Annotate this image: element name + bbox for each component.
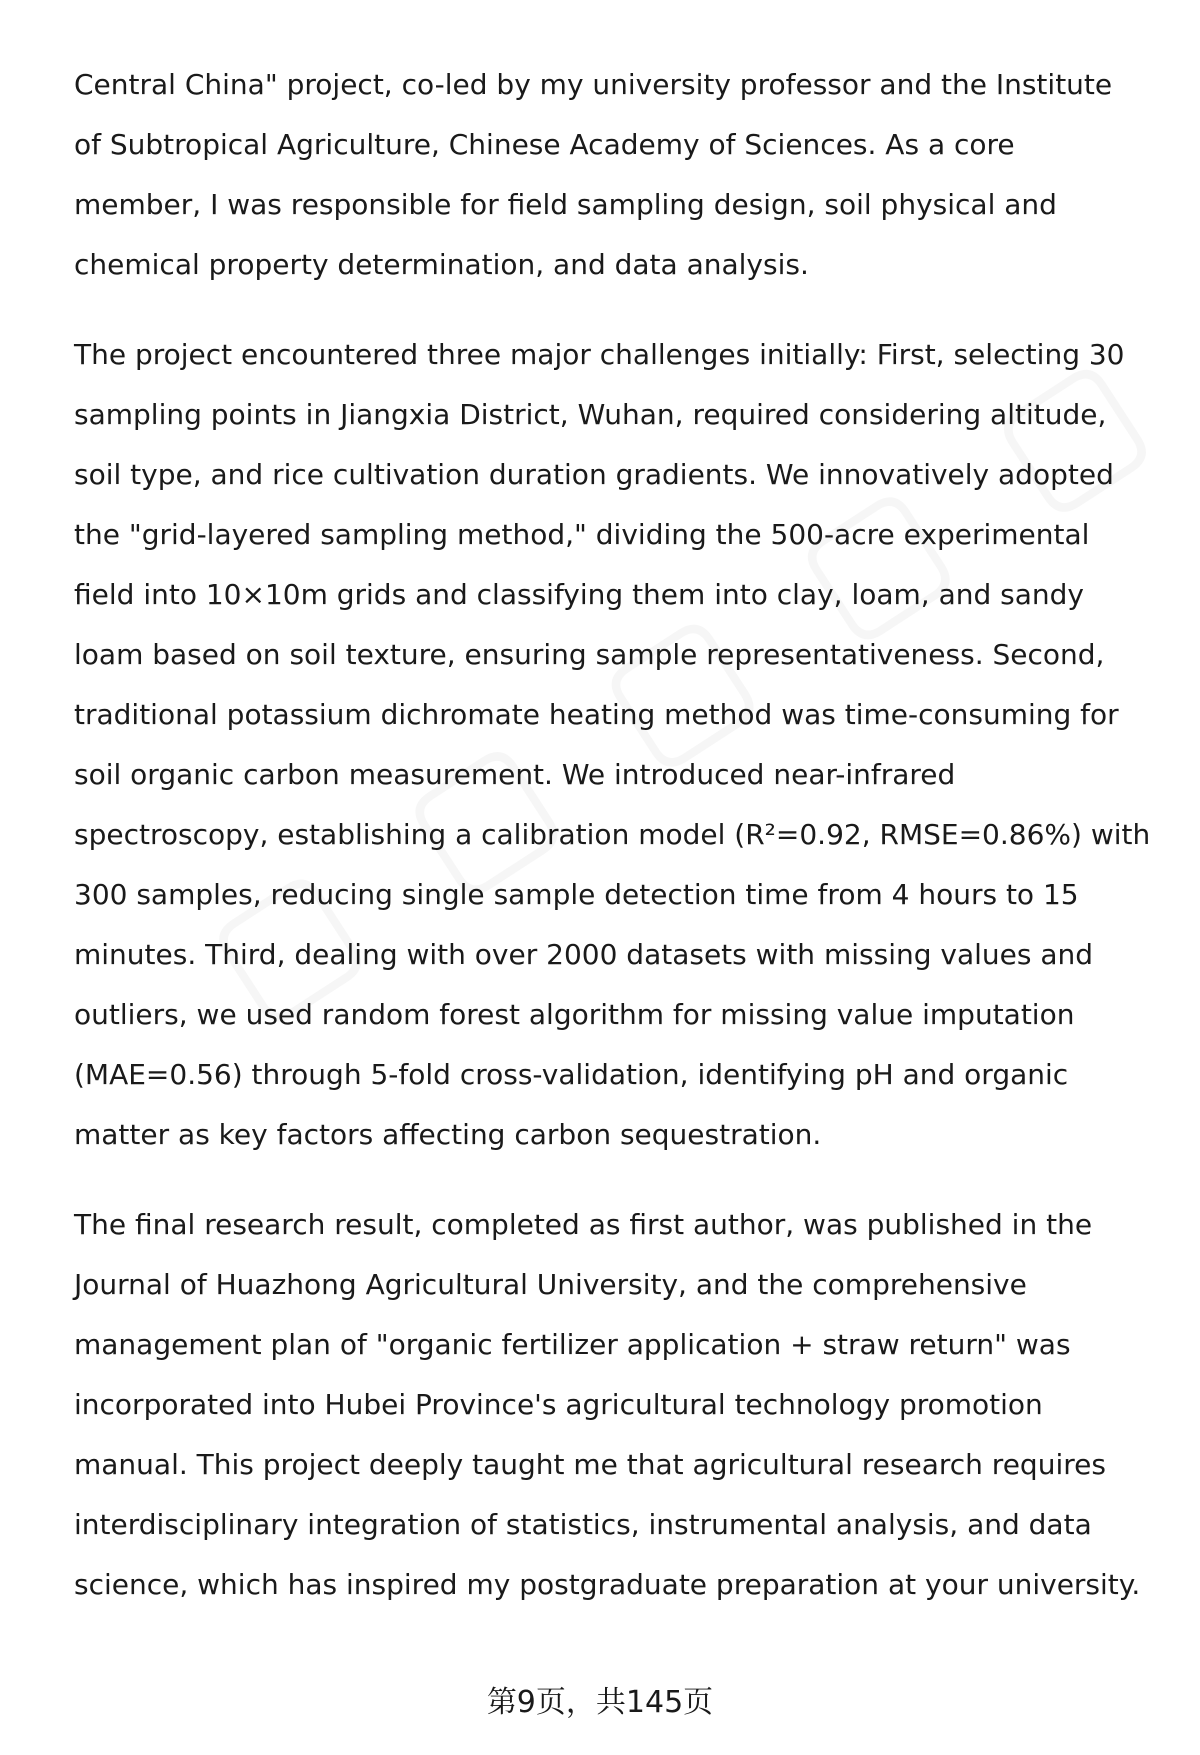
text-line: matter as key factors affecting carbon sequestration.: [74, 1118, 822, 1151]
paragraph-3: [74, 1195, 1154, 1615]
text-line: Journal of Huazhong Agricultural University, and the comprehensive: [74, 1268, 1027, 1301]
text-line: soil organic carbon measurement. We introduced near-infrared: [74, 758, 956, 791]
text-line: manual. This project deeply taught me that agricultural research requires: [74, 1448, 1106, 1481]
text-line: The final research result, completed as first author, was published in the: [74, 1208, 1093, 1241]
text-line: Central China" project, co-led by my university professor and the Institute: [74, 68, 1113, 101]
text-line: chemical property determination, and data analysis.: [74, 248, 809, 281]
text-line: traditional potassium dichromate heating method was time-consuming for: [74, 698, 1119, 731]
text-line: 300 samples, reducing single sample detection time from 4 hours to 15: [74, 878, 1079, 911]
text-line: minutes. Third, dealing with over 2000 datasets with missing values and: [74, 938, 1094, 971]
text-line: the "grid-layered sampling method," dividing the 500-acre experimental: [74, 518, 1090, 551]
document-body: [74, 55, 1154, 1645]
text-line: incorporated into Hubei Province's agricultural technology promotion: [74, 1388, 1043, 1421]
page-number-footer: 第9页，共145页: [486, 1685, 714, 1720]
text-line: member, I was responsible for field sampling design, soil physical and: [74, 188, 1057, 221]
text-line: (MAE=0.56) through 5-fold cross-validation, identifying pH and organic: [74, 1058, 1069, 1091]
text-line: outliers, we used random forest algorithm for missing value imputation: [74, 998, 1075, 1031]
text-line: of Subtropical Agriculture, Chinese Academy of Sciences. As a core: [74, 128, 1015, 161]
paragraph-2: [74, 325, 1154, 1165]
text-line: spectroscopy, establishing a calibration model (R²=0.92, RMSE=0.86%) with: [74, 818, 1151, 851]
text-line: The project encountered three major challenges initially: First, selecting 30: [74, 338, 1125, 371]
text-line: loam based on soil texture, ensuring sample representativeness. Second,: [74, 638, 1105, 671]
text-line: science, which has inspired my postgraduate preparation at your university.: [74, 1568, 1141, 1601]
paragraph-1: [74, 55, 1154, 295]
text-line: management plan of "organic fertilizer application + straw return" was: [74, 1328, 1071, 1361]
text-line: soil type, and rice cultivation duration gradients. We innovatively adopted: [74, 458, 1114, 491]
text-line: field into 10×10m grids and classifying them into clay, loam, and sandy: [74, 578, 1084, 611]
text-line: interdisciplinary integration of statistics, instrumental analysis, and data: [74, 1508, 1092, 1541]
text-line: sampling points in Jiangxia District, Wuhan, required considering altitude,: [74, 398, 1107, 431]
